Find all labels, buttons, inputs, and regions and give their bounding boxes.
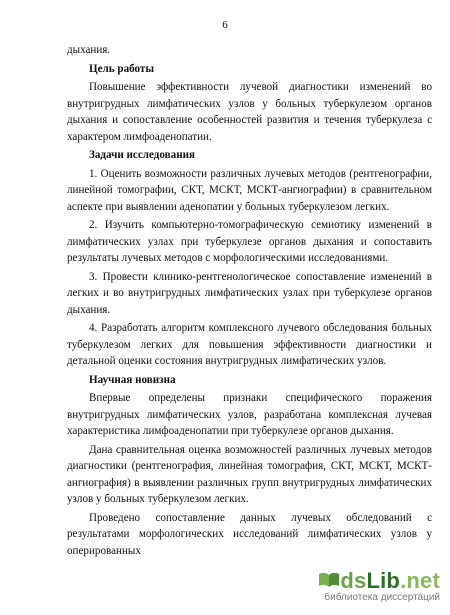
- page-number: 6: [222, 19, 228, 31]
- novelty-paragraph-2: Дана сравнительная оценка возможностей различных лучевых методов диагностики (рентгенография, линейная томография, СКТ, МСКТ, МСКТ-ангиография) в выявлении различных групп внутригрудных лимфатических узлов у больных туберкулезом легких.: [67, 443, 432, 505]
- open-book-icon: [318, 571, 340, 589]
- paragraph-goal: Повышение эффективности лучевой диагностики изменений во внутригрудных лимфатических узлов у больных туберкулезом органов дыхания и сопоставление особенностей развития и течения туберкулеза с характером лимфоаденопатии.: [67, 81, 432, 143]
- heading-novelty: Научная новизна: [89, 373, 176, 386]
- heading-tasks: Задачи исследования: [89, 149, 195, 161]
- task-2: 2. Изучить компьютерно-томографическую семиотику изменений в лимфатических узлах при туберкулезе органов дыхания и сопоставить результаты лучевых методов с морфологическими исследованиями.: [67, 219, 432, 264]
- novelty-paragraph-1: Впервые определены признаки специфического поражения внутригрудных лимфатических узлов, разработана комплексная лучевая характеристика лимфоаденопатии при туберкулезе органов дыхания.: [67, 392, 432, 437]
- paragraph-continuation: дыхания.: [67, 44, 111, 56]
- novelty-paragraph-3: Проведено сопоставление данных лучевых обследований с результатами морфологических исследований лимфатических узлов у оперированных: [67, 511, 432, 557]
- heading-goal: Цель работы: [89, 62, 155, 75]
- watermark: [300, 570, 440, 606]
- task-1: 1. Оценить возможности различных лучевых методов (рентгенографии, линейной томографии, СКТ, МСКТ, МСКТ-ангиографии) в сравнительном аспекте при выявлении аденопатии у больных туберкулезом легких.: [67, 167, 432, 213]
- watermark-logo: dsLib.net: [340, 568, 440, 593]
- document-body: [67, 42, 432, 559]
- watermark-subtitle: библиотека диссертаций: [324, 592, 440, 603]
- task-4: 4. Разработать алгоритм комплексного лучевого обследования больных туберкулезом легких для повышения эффективности диагностики и детальной оценки состояния внутригрудных лимфатических узлов.: [67, 322, 432, 367]
- task-3: 3. Провести клинико-рентгенологическое сопоставление изменений в легких и во внутригрудных лимфатических узлах при туберкулезе органов дыхания.: [67, 270, 432, 316]
